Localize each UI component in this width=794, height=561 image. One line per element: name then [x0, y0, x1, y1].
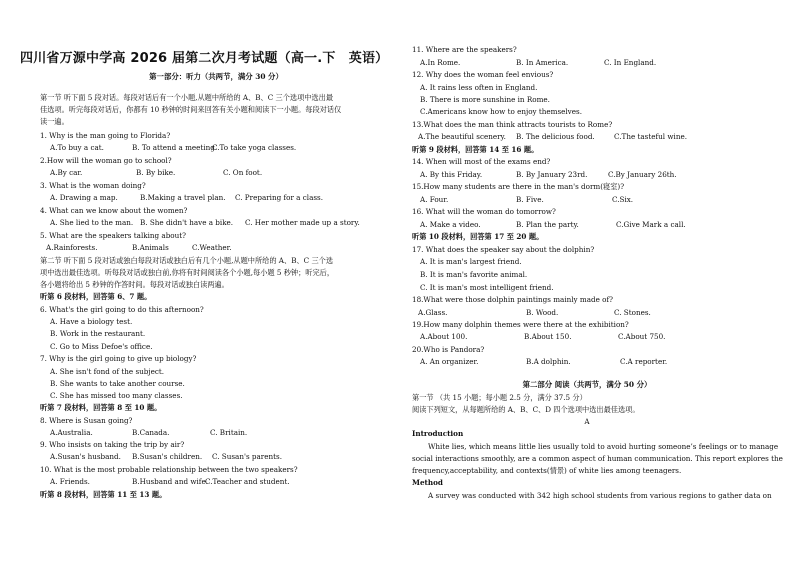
- q7-option-a: A. She isn't fond of the subject.: [50, 367, 165, 376]
- q18-option-a: A.Glass.: [418, 308, 448, 317]
- q18-option-b: B. Wood.: [526, 308, 559, 317]
- method-heading: Method: [412, 478, 443, 487]
- q10-option-c: C.Teacher and student.: [205, 477, 290, 486]
- q4-option-b: B. She didn't have a bike.: [140, 218, 234, 227]
- q12-option-b: B. There is more sunshine in Rome.: [420, 95, 550, 104]
- section2-intro-line: 项中选出最佳选项。听每段对话或独白前,你将有时间阅读各个小题,每小题 5 秒钟；听完后，: [40, 268, 335, 277]
- listening-cue-10: 听第 10 段材料，回答第 17 至 20 题。: [412, 232, 544, 241]
- q20-option-b: B.A dolphin.: [526, 357, 571, 366]
- q16-option-c: C.Give Mark a call.: [616, 220, 686, 229]
- q10-option-a: A. Friends.: [50, 477, 90, 486]
- section1-intro-line: 第一节 听下面 5 段对话。每段对话后有一个小题,从题中所给的 A、B、C 三个选项中选出最: [40, 93, 334, 102]
- question-18: 18.What were those dolphin paintings mainly made of?: [412, 295, 613, 304]
- q14-option-a: A. By this Friday.: [420, 170, 483, 179]
- q7-option-b: B. She wants to take another course.: [50, 379, 185, 388]
- passage-label: A: [584, 417, 590, 426]
- question-9: 9. Who insists on taking the trip by air?: [40, 440, 185, 449]
- question-13: 13.What does the man think attracts tourists to Rome?: [412, 120, 613, 129]
- q9-option-a: A.Susan's husband.: [50, 452, 121, 461]
- q3-option-c: C. Preparing for a class.: [235, 193, 324, 202]
- q14-option-c: C.By January 26th.: [608, 170, 677, 179]
- question-20: 20.Who is Pandora?: [412, 345, 485, 354]
- q17-option-b: B. It is man's favorite animal.: [420, 270, 528, 279]
- q20-option-c: C.A reporter.: [620, 357, 668, 366]
- part2-section1-line: 第一节 （共 15 小题；每小题 2.5 分，满分 37.5 分）: [412, 393, 587, 402]
- part2-instruction: 阅读下列短文，从每题所给的 A、B、C、D 四个选项中选出最佳选项。: [412, 405, 640, 414]
- listening-cue-8: 听第 8 段材料，回答第 11 至 13 题。: [40, 490, 167, 499]
- question-5: 5. What are the speakers talking about?: [40, 231, 187, 240]
- question-3: 3. What is the woman doing?: [40, 181, 146, 190]
- question-4: 4. What can we know about the women?: [40, 206, 188, 215]
- q1-option-c: C.To take yoga classes.: [212, 143, 297, 152]
- q4-option-a: A. She lied to the man.: [50, 218, 134, 227]
- q11-option-a: A.In Rome.: [420, 58, 461, 67]
- part1-heading: 第一部分：听力（共两节，满分 30 分）: [149, 72, 283, 81]
- listening-cue-9: 听第 9 段材料，回答第 14 至 16 题。: [412, 145, 539, 154]
- q20-option-a: A. An organizer.: [420, 357, 479, 366]
- question-1: 1. Why is the man going to Florida?: [40, 131, 171, 140]
- q18-option-c: C. Stones.: [614, 308, 651, 317]
- q7-option-c: C. She has missed too many classes.: [50, 391, 183, 400]
- question-11: 11. Where are the speakers?: [412, 45, 517, 54]
- q8-option-a: A.Australia.: [50, 428, 93, 437]
- question-10: 10. What is the most probable relationship between the two speakers?: [40, 465, 298, 474]
- page-title: 四川省万源中学高 2026 届第二次月考试题（高一.下 英语）: [20, 51, 389, 66]
- question-8: 8. Where is Susan going?: [40, 416, 133, 425]
- q12-option-a: A. It rains less often in England.: [420, 83, 538, 92]
- section1-intro-line: 读一遍。: [40, 117, 69, 126]
- q17-option-c: C. It is man's most intelligent friend.: [420, 283, 554, 292]
- q15-option-c: C.Six.: [612, 195, 634, 204]
- question-12: 12. Why does the woman feel envious?: [412, 70, 554, 79]
- q16-option-a: A. Make a video.: [420, 220, 481, 229]
- part2-heading: 第二部分 阅读（共两节，满分 50 分）: [522, 380, 652, 389]
- intro-line: social interactions smoothly, are a common aspect of human communication. This report explores the: [412, 454, 783, 463]
- listening-cue-6: 听第 6 段材料，回答第 6、7 题。: [40, 292, 152, 301]
- q17-option-a: A. It is man's largest friend.: [420, 257, 522, 266]
- q9-option-c: C. Susan's parents.: [212, 452, 282, 461]
- q11-option-b: B. In America.: [516, 58, 569, 67]
- intro-line: frequency,acceptability, and contexts(情景) of white lies among teenagers.: [412, 466, 682, 475]
- q4-option-c: C. Her mother made up a story.: [245, 218, 360, 227]
- q1-option-a: A.To buy a cat.: [50, 143, 104, 152]
- q5-option-c: C.Weather.: [192, 243, 232, 252]
- q8-option-c: C. Britain.: [210, 428, 248, 437]
- q19-option-b: B.About 150.: [524, 332, 572, 341]
- q2-option-b: B. By bike.: [136, 168, 176, 177]
- q6-option-b: B. Work in the restaurant.: [50, 329, 146, 338]
- section1-intro-line: 佳选项。听完每段对话后，你都有 10 秒钟的时间来回答有关小题和阅读下一小题。每段对话仅: [40, 105, 342, 114]
- q19-option-c: C.About 750.: [618, 332, 666, 341]
- q3-option-a: A. Drawing a map.: [50, 193, 118, 202]
- q15-option-b: B. Five.: [516, 195, 544, 204]
- q15-option-a: A. Four.: [420, 195, 449, 204]
- q6-option-c: C. Go to Miss Defoe's office.: [50, 342, 153, 351]
- section2-intro-line: 各小题将给出 5 秒钟的作答时间。每段对话或独白读两遍。: [40, 280, 229, 289]
- question-14: 14. When will most of the exams end?: [412, 157, 551, 166]
- q10-option-b: B.Husband and wife.: [132, 477, 209, 486]
- question-2: 2.How will the woman go to school?: [40, 156, 172, 165]
- q9-option-b: B.Susan's children.: [132, 452, 203, 461]
- q14-option-b: B. By January 23rd.: [516, 170, 588, 179]
- question-16: 16. What will the woman do tomorrow?: [412, 207, 556, 216]
- q8-option-b: B.Canada.: [132, 428, 170, 437]
- q19-option-a: A.About 100.: [420, 332, 468, 341]
- q5-option-b: B.Animals: [132, 243, 169, 252]
- q13-option-a: A.The beautiful scenery.: [418, 132, 506, 141]
- intro-line: White lies, which means little lies usually told to avoid hurting someone’s feelings or to manage: [428, 442, 779, 451]
- q11-option-c: C. In England.: [604, 58, 657, 67]
- q16-option-b: B. Plan the party.: [516, 220, 579, 229]
- q13-option-b: B. The delicious food.: [516, 132, 595, 141]
- listening-cue-7: 听第 7 段材料，回答第 8 至 10 题。: [40, 403, 162, 412]
- q2-option-c: C. On foot.: [223, 168, 263, 177]
- q13-option-c: C.The tasteful wine.: [614, 132, 687, 141]
- section2-intro-line: 第二节 听下面 5 段对话或独白每段对话或独白后有几个小题,从题中所给的 A、B、C 三个选: [40, 256, 334, 265]
- question-19: 19.How many dolphin themes were there at the exhibition?: [412, 320, 629, 329]
- q2-option-a: A.By car.: [50, 168, 83, 177]
- method-line: A survey was conducted with 342 high school students from various regions to gather data on: [428, 491, 772, 500]
- q12-option-c: C.Americans know how to enjoy themselves.: [420, 107, 582, 116]
- intro-heading: Introduction: [412, 429, 464, 438]
- question-6: 6. What's the girl going to do this afternoon?: [40, 305, 204, 314]
- question-17: 17. What does the speaker say about the dolphin?: [412, 245, 595, 254]
- q6-option-a: A. Have a biology test.: [50, 317, 133, 326]
- q3-option-b: B.Making a travel plan.: [140, 193, 226, 202]
- question-7: 7. Why is the girl going to give up biology?: [40, 354, 197, 363]
- q1-option-b: B. To attend a meeting.: [132, 143, 218, 152]
- question-15: 15.How many students are there in the man's dorm(寝室)?: [412, 182, 625, 191]
- q5-option-a: A.Rainforests.: [46, 243, 98, 252]
